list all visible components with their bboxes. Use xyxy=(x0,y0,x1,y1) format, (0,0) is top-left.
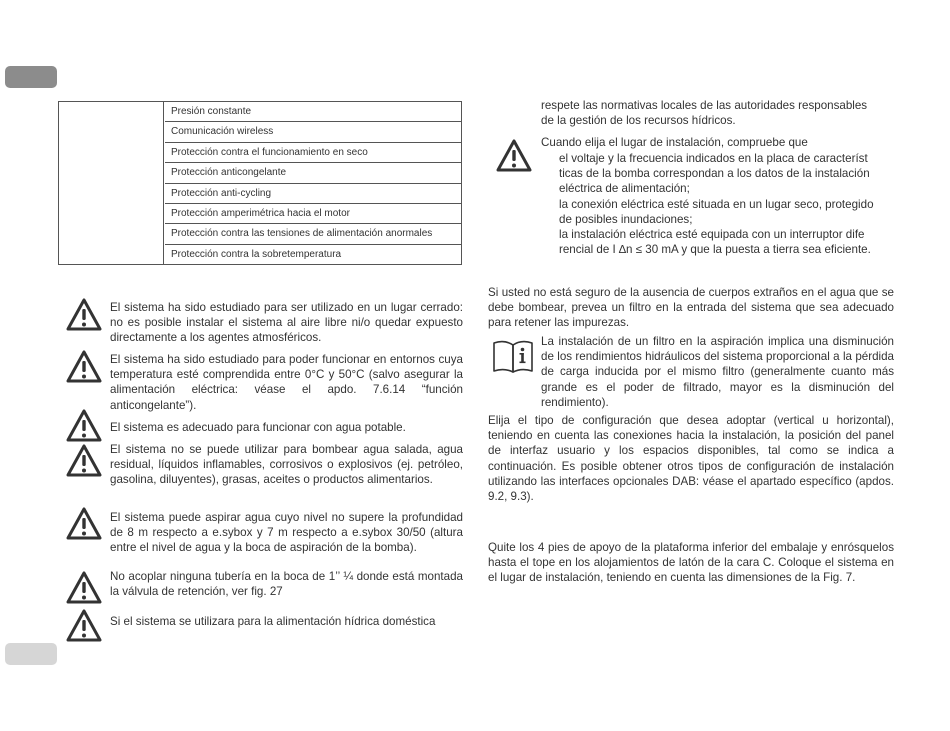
warning-triangle-icon xyxy=(66,571,102,605)
intro-text xyxy=(541,98,894,128)
warning-text: El sistema es adecuado para funcionar con agua potable. xyxy=(110,421,406,434)
features-table-empty-cell xyxy=(59,102,164,264)
feature-row: Protección amperimétrica hacia el motor xyxy=(165,204,461,224)
warning-triangle-icon xyxy=(66,298,102,332)
page-tab-bottom xyxy=(5,643,57,665)
page-tab-top xyxy=(5,66,57,88)
filter-text: Si usted no está seguro de la ausencia de cuerpos extraños en el agua que se debe bombear, prevea un filtro en la entrada del sistema que sea adecuado para retener las impurezas. xyxy=(488,286,894,330)
warning-triangle-icon xyxy=(66,609,102,643)
check-item-line: ticas de la bomba correspondan a los datos de la instalación xyxy=(559,167,870,181)
feature-row: Protección contra la sobretemperatura xyxy=(171,248,342,260)
configuration-text: Elija el tipo de configuración que desea adoptar (vertical u horizontal), teniendo en cuenta las conexiones hacia la instalación, la posición del panel de interfaz usuario y los espacios disponibles, tal como se indica a continuación. Es posible obtener otros tipos de configuración de instalación utilizando las interfaces opcionales DAB: véase el apartado específico (apdos. 9.2, 9.3). xyxy=(488,414,894,504)
info-text: La instalación de un filtro en la aspiración implica una disminución de los rendimientos hidráulicos del sistema proporcional a la pérdida de carga inducida por el mismo filtro (generalmente cuanto más grande es el poder de filtrado, mayor es la disminución del rendimiento). xyxy=(541,335,894,409)
warning-text: El sistema no se puede utilizar para bombear agua salada, agua residual, líquidos inflamables, corrosivos o explosivos (ej. petróleo, gasolina, diluyentes), grasas, aceites o productos alimentarios. xyxy=(110,443,463,487)
feature-row: Comunicación wireless xyxy=(165,122,461,142)
feet-instructions-text: Quite los 4 pies de apoyo de la plataforma inferior del embalaje y enrósquelos hasta el tope en los alojamientos de latón de la cara C. Coloque el sistema en el lugar de instalación, teniendo en cuenta las dimensiones de la Fig. 7. xyxy=(488,541,894,585)
check-item-line: eléctrica de alimentación; xyxy=(559,182,690,196)
warning-text: Si el sistema se utilizara para la alimentación hídrica doméstica xyxy=(110,615,436,628)
warning-triangle-icon xyxy=(66,350,102,384)
check-item-line: rencial de I ∆n ≤ 30 mA y que la puesta a tierra sea eficiente. xyxy=(559,243,871,257)
check-item-line: de posibles inundaciones; xyxy=(559,212,693,226)
feature-row: Protección anticongelante xyxy=(165,163,461,183)
warning-text: El sistema ha sido estudiado para poder funcionar en entornos cuya temperatura esté comprendida entre 0°C y 50°C (salvo asegurar la alimentación eléctrica: véase el apdo. 7.6.14 “función anticongelante”). xyxy=(110,353,463,412)
warning-text: El sistema ha sido estudiado para ser utilizado en un lugar cerrado: no es posible instalar el sistema al aire libre ni/o quedar expuesto directamente a los agentes atmosféricos. xyxy=(110,301,463,345)
feature-row: Protección contra las tensiones de alimentación anormales xyxy=(165,224,461,244)
info-book-icon xyxy=(492,339,534,375)
warning-triangle-icon xyxy=(66,409,102,443)
warning-triangle-icon xyxy=(66,444,102,478)
feature-row: Presión constante xyxy=(165,102,461,122)
check-item-line: la instalación eléctrica esté equipada con un interruptor dife xyxy=(559,228,865,242)
intro-line: de la gestión de los recursos hídricos. xyxy=(541,114,736,128)
warning-text: No acoplar ninguna tubería en la boca de 1’’ ¼ donde está montada la válvula de retención, ver fig. 27 xyxy=(110,570,463,599)
check-item-line: la conexión eléctrica esté situada en un lugar seco, protegido xyxy=(559,197,874,211)
check-title: Cuando elija el lugar de instalación, compruebe que xyxy=(541,136,808,149)
check-item-line: el voltaje y la frecuencia indicados en la placa de característ xyxy=(559,152,868,165)
feature-row: Protección contra el funcionamiento en seco xyxy=(165,143,461,163)
feature-row: Protección anti-cycling xyxy=(165,184,461,204)
warning-triangle-icon xyxy=(496,139,532,173)
warning-triangle-icon xyxy=(66,507,102,541)
features-table xyxy=(58,101,462,265)
intro-line: respete las normativas locales de las autoridades responsables xyxy=(541,99,868,112)
warning-text: El sistema puede aspirar agua cuyo nivel no supere la profundidad de 8 m respecto a e.sybox y 7 m respecto a e.sybox 30/50 (altura entre el nivel de agua y la boca de aspiración de la bomba). xyxy=(110,511,463,555)
check-list xyxy=(559,151,894,257)
